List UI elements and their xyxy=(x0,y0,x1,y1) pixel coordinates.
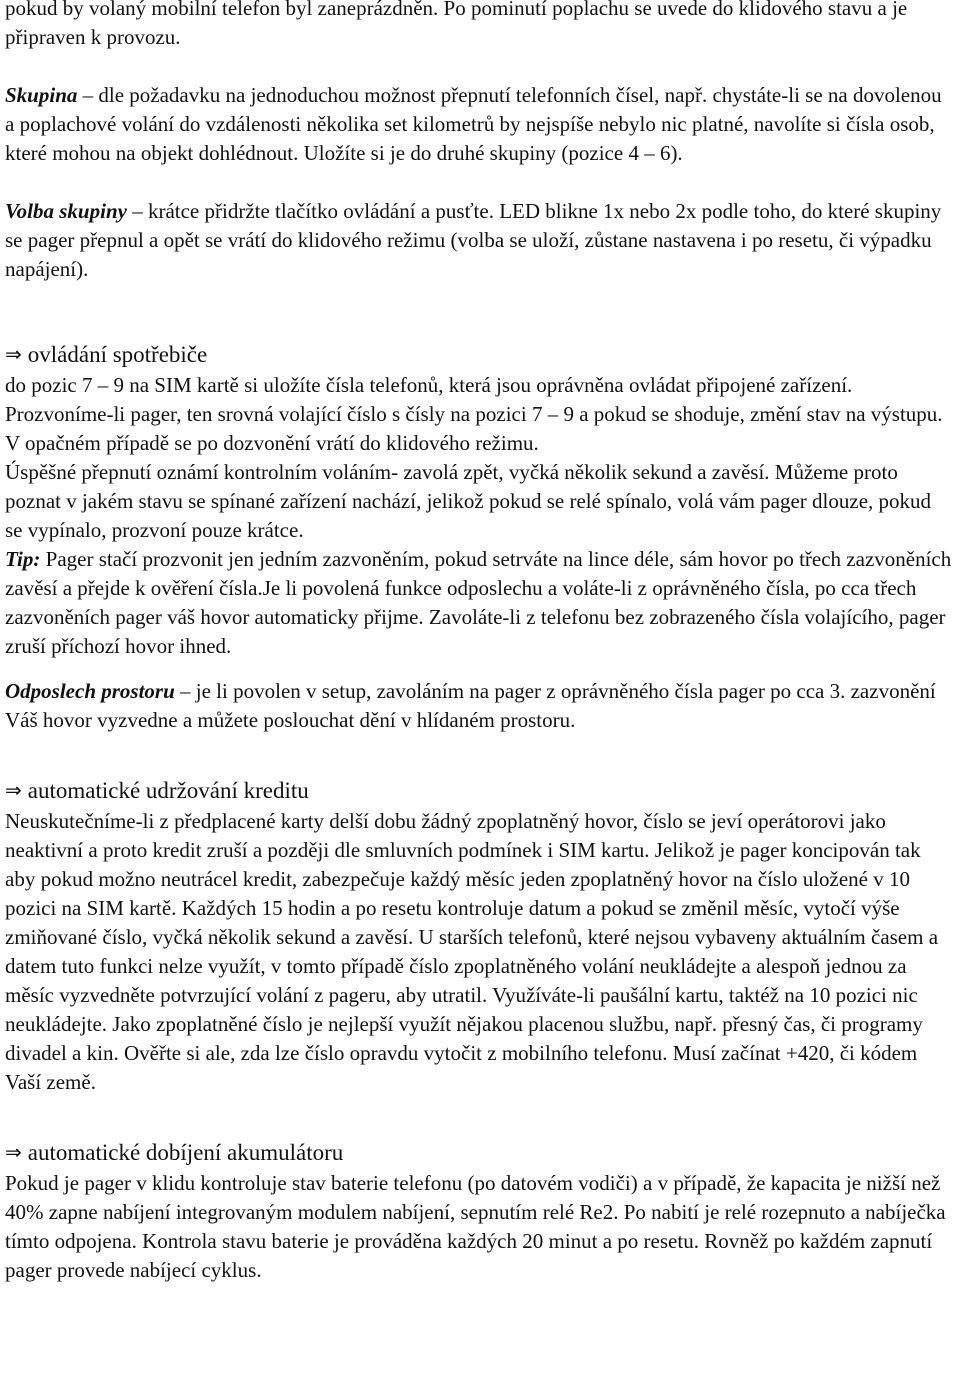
heading-text: automatické udržování kreditu xyxy=(27,778,309,803)
heading-udrzovani-kreditu xyxy=(5,774,953,807)
spacer xyxy=(5,1097,953,1136)
paragraph-skupina xyxy=(5,81,953,168)
text-volba-skupiny: – krátce přidržte tlačítko ovládání a pusťte. LED blikne 1x nebo 2x podle toho, do které skupiny se pager přepnul a opět se vrátí do klidového režimu (volba se uloží, zůstane nastavena i po resetu, či výpadku napájení). xyxy=(5,199,942,281)
implies-arrow-icon: ⇒ xyxy=(5,342,22,366)
paragraph-ovladani-1: do pozic 7 – 9 na SIM kartě si uložíte čísla telefonů, která jsou oprávněna ovládat připojené zařízení. Prozvoníme-li pager, ten srovná volající číslo s čísly na pozici 7 – 9 a pokud se shoduje, změní stav na výstupu. V opačném případě se po dozvonění vrátí do klidového režimu. xyxy=(5,373,943,455)
term-skupina: Skupina xyxy=(5,83,78,107)
spacer xyxy=(5,735,953,774)
spacer xyxy=(5,52,953,81)
implies-arrow-icon: ⇒ xyxy=(5,778,22,802)
paragraph-intro: pokud by volaný mobilní telefon byl zaneprázdněn. Po pominutí poplachu se uvede do klidového stavu a je připraven k provozu. xyxy=(5,0,908,49)
heading-dobijeni-akumulatoru xyxy=(5,1136,953,1169)
paragraph-tip xyxy=(5,545,953,661)
text-odposlech: – je li povolen v setup, zavoláním na pager z oprávněného čísla pager po cca 3. zazvonění Váš hovor vyzvedne a můžete poslouchat dění v hlídaném prostoru. xyxy=(5,679,936,732)
spacer xyxy=(5,661,953,677)
paragraph-odposlech xyxy=(5,677,953,735)
heading-text: automatické dobíjení akumulátoru xyxy=(27,1140,344,1165)
paragraph-kredit: Neuskutečníme-li z předplacené karty delší dobu žádný zpoplatněný hovor, číslo se jeví operátorovi jako neaktivní a proto kredit zruší a později dle smluvních podmínek i SIM kartu. Jelikož je pager koncipován tak aby pokud možno neutrácel kredit, zabezpečuje každý měsíc jeden zpoplatněný hovor na číslo uložené v 10 pozici na SIM kartě. Každých 15 hodin a po resetu kontroluje datum a pokud se změnil měsíc, vytočí výše zmiňované číslo, vyčká několik sekund a zavěsí. U starších telefonů, které nejsou vybaveny aktuálním časem a datem tuto funkci nelze využít, v tomto případě číslo zpoplatněného volání neukládejte a alespoň jednou za měsíc vyzvedněte potvrzující volání z pageru, aby utratil. Využíváte-li paušální kartu, taktéž na 10 pozici nic neukládejte. Jako zpoplatněné číslo je nejlepší využít nějakou placenou službu, např. přesný čas, či programy divadel a kin. Ověřte si ale, zda lze číslo opravdu vytočit z mobilního telefonu. Musí začínat +420, či kódem Vaší země. xyxy=(5,809,939,1094)
term-tip: Tip: xyxy=(5,547,41,571)
implies-arrow-icon: ⇒ xyxy=(5,1140,22,1164)
term-volba-skupiny: Volba skupiny xyxy=(5,199,127,223)
heading-text: ovládání spotřebiče xyxy=(27,342,208,367)
paragraph-volba-skupiny xyxy=(5,197,953,284)
heading-ovladani-spotrebice xyxy=(5,338,953,371)
text-skupina: – dle požadavku na jednoduchou možnost přepnutí telefonních čísel, např. chystáte-li se na dovolenou a poplachové volání do vzdálenosti několika set kilometrů by nejspíše nebylo nic platné, navolíte si čísla osob, které mohou na objekt dohlédnout. Uložíte si je do druhé skupiny (pozice 4 – 6). xyxy=(5,83,942,165)
spacer xyxy=(5,168,953,197)
term-odposlech: Odposlech prostoru xyxy=(5,679,175,703)
paragraph-akumulator: Pokud je pager v klidu kontroluje stav baterie telefonu (po datovém vodiči) a v případě, že kapacita je nižší než 40% zapne nabíjení integrovaným modulem nabíjení, sepnutím relé Re2. Po nabití je relé rozepnuto a nabíječka tímto odpojena. Kontrola stavu baterie je prováděna každých 20 minut a po resetu. Rovněž po každém zapnutí pager provede nabíjecí cyklus. xyxy=(5,1171,946,1282)
text-tip: Pager stačí prozvonit jen jedním zazvoněním, pokud setrváte na lince déle, sám hovor po třech zazvoněních zavěsí a přejde k ověření čísla.Je li povolená funkce odposlechu a voláte-li z oprávněného čísla, po cca třech zazvoněních pager váš hovor automaticky přijme. Zavoláte-li z telefonu bez zobrazeného čísla volajícího, pager zruší příchozí hovor ihned. xyxy=(5,547,952,658)
document-page xyxy=(5,0,953,1285)
paragraph-ovladani-2: Úspěšné přepnutí oznámí kontrolním voláním- zavolá zpět, vyčká několik sekund a zavěsí. Můžeme proto poznat v jakém stavu se spínané zařízení nachází, jelikož pokud se relé spínalo, volá vám pager dlouze, pokud se vypínalo, prozvoní pouze krátce. xyxy=(5,460,932,542)
spacer xyxy=(5,284,953,338)
